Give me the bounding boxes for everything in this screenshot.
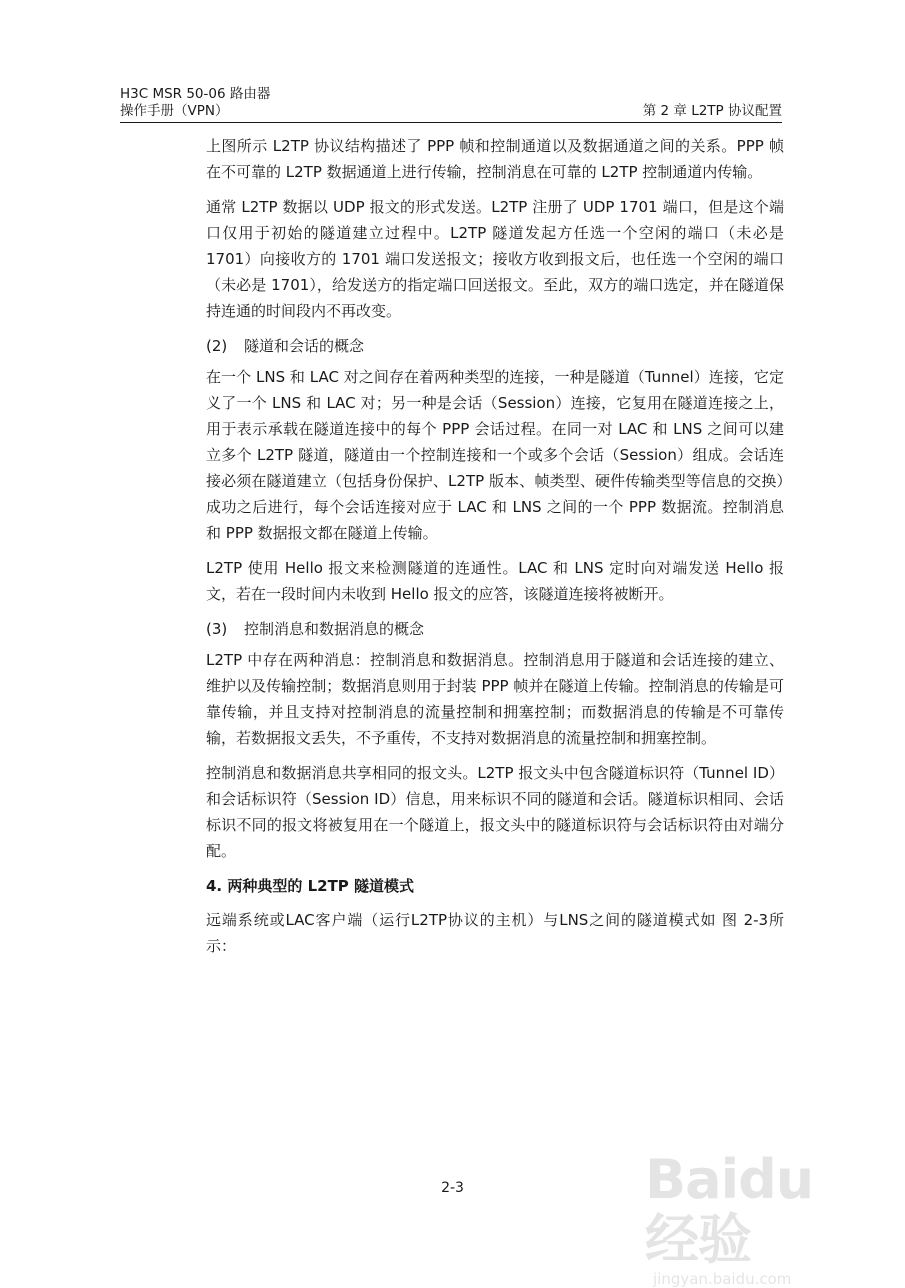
section-4-heading: 4. 两种典型的 L2TP 隧道模式 [206, 877, 415, 895]
header-rule [120, 122, 782, 123]
subsection-2-title: 隧道和会话的概念 [244, 337, 365, 355]
subsection-3-number: (3) [206, 620, 228, 638]
page-body [206, 133, 784, 968]
watermark [645, 1148, 855, 1288]
subsection-3-heading [206, 616, 784, 642]
subsection-2-number: (2) [206, 337, 228, 355]
paragraph-1: 上图所示 L2TP 协议结构描述了 PPP 帧和控制通道以及数据通道之间的关系。PPP 帧在不可靠的 L2TP 数据通道上进行传输，控制消息在可靠的 L2TP 控制通道内传输。 [206, 137, 784, 181]
subsection-3-title: 控制消息和数据消息的概念 [244, 620, 425, 638]
paragraph-6: 控制消息和数据消息共享相同的报文头。L2TP 报文头中包含隧道标识符（Tunnel ID）和会话标识符（Session ID）信息，用来标识不同的隧道和会话。隧道标识相同、会话标识不同的报文将被复用在一个隧道上，报文头中的隧道标识符与会话标识符由对端分配。 [206, 764, 784, 860]
watermark-url: jingyan.baidu.com [653, 1270, 792, 1288]
page-header [120, 86, 782, 120]
header-product: H3C MSR 50-06 路由器 [120, 86, 271, 102]
paragraph-2: 通常 L2TP 数据以 UDP 报文的形式发送。L2TP 注册了 UDP 1701 端口，但是这个端口仅用于初始的隧道建立过程中。L2TP 隧道发起方任选一个空闲的端口（未必是 1701）向接收方的 1701 端口发送报文；接收方收到报文后，也任选一个空闲的端口（未必是 1701），给发送方的指定端口回送报文。至此，双方的端口选定，并在隧道保持连通的时间段内不再改变。 [206, 198, 784, 320]
paragraph-3: 在一个 LNS 和 LAC 对之间存在着两种类型的连接，一种是隧道（Tunnel）连接，它定义了一个 LNS 和 LAC 对；另一种是会话（Session）连接，它复用在隧道连接之上，用于表示承载在隧道连接中的每个 PPP 会话过程。在同一对 LAC 和 LNS 之间可以建立多个 L2TP 隧道，隧道由一个控制连接和一个或多个会话（Session）组成。会话连接必须在隧道建立（包括身份保护、L2TP 版本、帧类型、硬件传输类型等信息的交换）成功之后进行，每个会话连接对应于 LAC 和 LNS 之间的一个 PPP 数据流。控制消息和 PPP 数据报文都在隧道上传输。 [206, 368, 784, 542]
watermark-logo: Baidu经验 [645, 1148, 814, 1271]
header-chapter: 第 2 章 L2TP 协议配置 [642, 103, 782, 119]
paragraph-4: L2TP 使用 Hello 报文来检测隧道的连通性。LAC 和 LNS 定时向对端发送 Hello 报文，若在一段时间内未收到 Hello 报文的应答，该隧道连接将被断开。 [206, 559, 784, 603]
paragraph-5: L2TP 中存在两种消息：控制消息和数据消息。控制消息用于隧道和会话连接的建立、维护以及传输控制；数据消息则用于封装 PPP 帧并在隧道上传输。控制消息的传输是可靠传输，并且支持对控制消息的流量控制和拥塞控制；而数据消息的传输是不可靠传输，若数据报文丢失，不予重传，不支持对数据消息的流量控制和拥塞控制。 [206, 651, 784, 747]
header-manual: 操作手册（VPN） [120, 103, 229, 119]
subsection-2-heading [206, 333, 784, 359]
page-number: 2-3 [441, 1180, 464, 1196]
paragraph-7: 远端系统或LAC客户端（运行L2TP协议的主机）与LNS之间的隧道模式如 图 2-3所示： [206, 911, 784, 955]
